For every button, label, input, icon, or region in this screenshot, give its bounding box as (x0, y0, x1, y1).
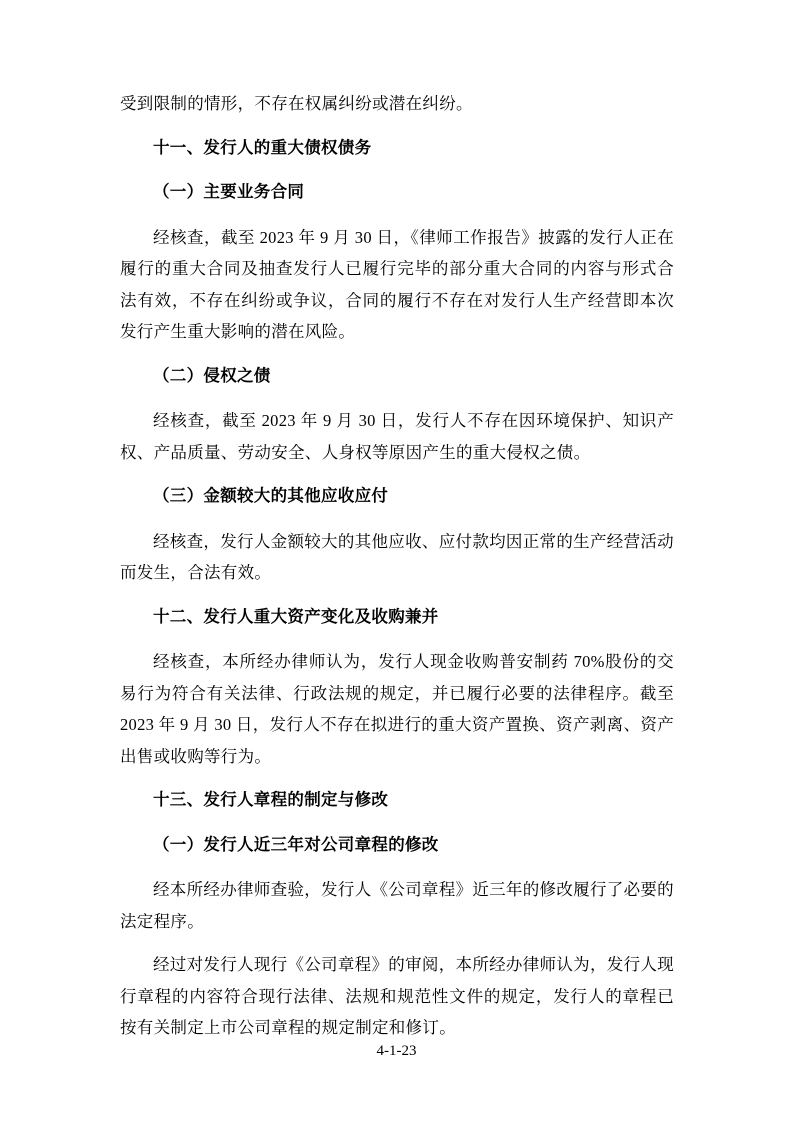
paragraph: 经过对发行人现行《公司章程》的审阅，本所经办律师认为，发行人现行章程的内容符合现行法律、法规和规范性文件的规定，发行人的章程已按有关制定上市公司章程的规定制定和修订。 (120, 955, 674, 1037)
section-heading-12: 十二、发行人重大资产变化及收购兼并 (153, 607, 439, 626)
section-heading-13: 十三、发行人章程的制定与修改 (153, 791, 389, 809)
subsection-heading-13-1: （一）发行人近三年对公司章程的修改 (153, 835, 439, 854)
subsection-heading-11-2: （二）侵权之债 (153, 366, 271, 385)
section-heading-11: 十一、发行人的重大债权债务 (153, 138, 372, 157)
paragraph: 经核查，截至 2023 年 9 月 30 日，发行人不存在因环境保护、知识产权、产品质量、劳动安全、人身权等原因产生的重大侵权之债。 (120, 411, 674, 462)
paragraph-continuation: 受到限制的情形，不存在权属纠纷或潜在纠纷。 (120, 94, 473, 113)
paragraph: 经核查，截至 2023 年 9 月 30 日，《律师工作报告》披露的发行人正在履行的重大合同及抽查发行人已履行完毕的部分重大合同的内容与形式合法有效，不存在纠纷或争议，合同的履行不存在对发行人生产经营即本次发行产生重大影响的潜在风险。 (120, 227, 674, 341)
paragraph: 经核查，本所经办律师认为，发行人现金收购普安制药 70%股份的交易行为符合有关法律、行政法规的规定，并已履行必要的法律程序。截至 2023 年 9 月 30 日，发行人不存在拟进行的重大资产置换、资产剥离、资产出售或收购等行为。 (120, 652, 674, 766)
paragraph: 经本所经办律师查验，发行人《公司章程》近三年的修改履行了必要的法定程序。 (120, 880, 674, 931)
paragraph: 经核查，发行人金额较大的其他应收、应付款均因正常的生产经营活动而发生，合法有效。 (120, 531, 674, 582)
document-body (120, 88, 674, 1056)
subsection-heading-11-3: （三）金额较大的其他应收应付 (153, 487, 389, 505)
subsection-heading-11-1: （一）主要业务合同 (153, 183, 305, 201)
page-number: 4-1-23 (376, 1043, 417, 1059)
